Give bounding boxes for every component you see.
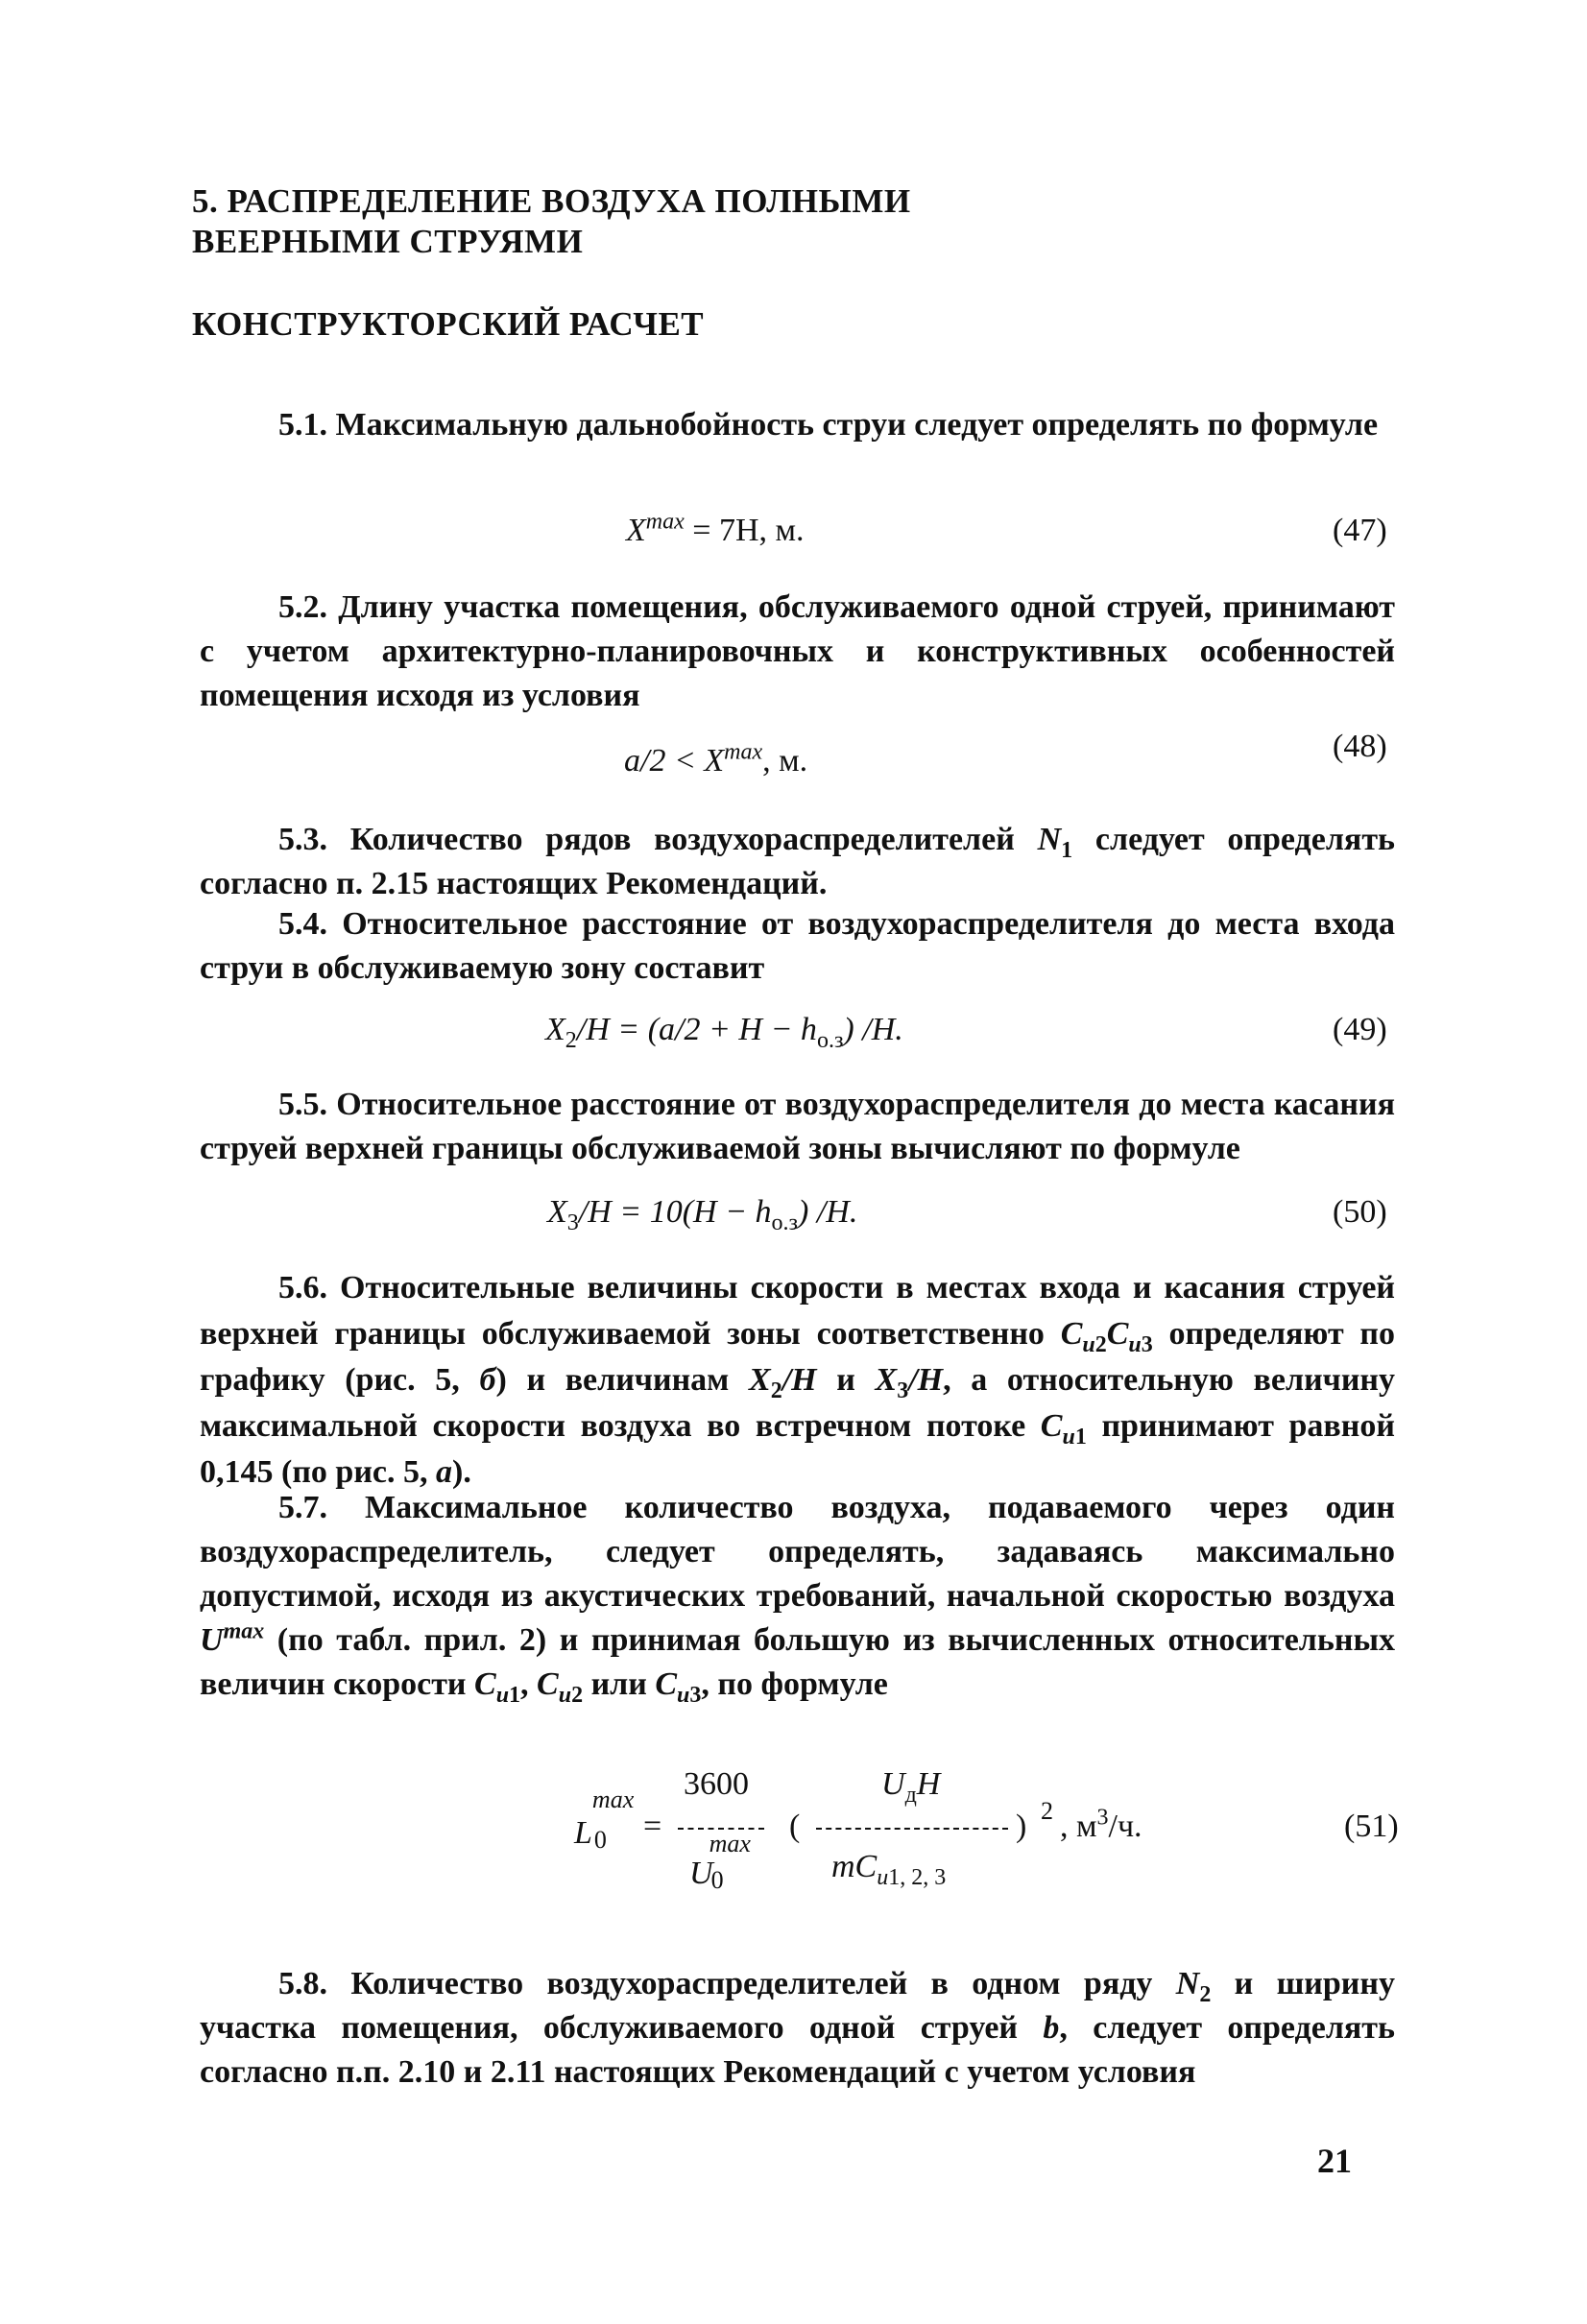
page-number: 21	[1317, 2142, 1352, 2180]
formula-51-den1: U max 0	[689, 1830, 751, 1894]
equation-number-47: (47)	[1333, 513, 1387, 548]
para-number: 5.2.	[278, 589, 327, 625]
paragraph-5-4	[200, 902, 1395, 991]
equation-number-49: (49)	[1333, 1012, 1387, 1047]
paragraph-5-7: 5.7. Максимальное количество воздуха, подаваемого через один воздухораспределитель, следует определять, задаваясь максимально допустимой, исходя из акустических требований, начальной скоростью воздуха $U^{max}$ (по табл. прил. 2) и принимая большую из вычисленных относительных величин скорости $C_{u1}$, $C_{u2}$ или $C_{u3}$, по формуле	[200, 1490, 1395, 1708]
section-title-line2: ВЕЕРНЫМИ СТРУЯМИ	[192, 223, 584, 260]
fraction-bar-2	[816, 1828, 1008, 1830]
formula-51-lparen: (	[789, 1809, 801, 1844]
paragraph-5-1	[200, 403, 1395, 447]
para-text: Длину участка помещения, обслуживаемого одной струей, принимают с учетом архитектурно-планировочных и конструктивных особенностей помещения исходя из условия	[200, 589, 1396, 713]
subsection-title: КОНСТРУКТОРСКИЙ РАСЧЕТ	[192, 305, 705, 343]
formula-47: $X^{max} = 7H$, м.	[626, 509, 805, 548]
para-number: 5.1.	[278, 407, 327, 443]
formula-51-num2: $U_дH$	[881, 1766, 941, 1808]
paragraph-5-5	[200, 1083, 1395, 1171]
formula-51-power: 2	[1041, 1797, 1053, 1825]
paragraph-5-8: 5.8. Количество воздухораспределителей в одном ряду $N_2$ и ширину участка помещения, обслуживаемого одной струей b, следует определять согласно п.п. 2.10 и 2.11 настоящих Рекомендаций с учетом условия	[200, 1966, 1395, 2090]
formula-48: $a/2 < X^{max}$, м.	[624, 739, 808, 779]
para-number: 5.5.	[278, 1087, 327, 1122]
formula-51-unit: , $м^3/ч$.	[1060, 1805, 1142, 1844]
para-text: Относительное расстояние от воздухораспределителя до места входа струи в обслуживаемую зону составит	[200, 906, 1395, 986]
formula-51-den2: $mC_{u1, 2, 3}$	[831, 1849, 947, 1890]
paragraph-5-2	[200, 586, 1395, 718]
para-text: Максимальную дальнобойность струи следует определять по формуле	[335, 407, 1379, 443]
formula-51-lhs: L max 0	[574, 1785, 635, 1854]
formula-51-rparen: )	[1016, 1809, 1027, 1844]
para-number: 5.8.	[278, 1966, 327, 2001]
equation-number-51: (51)	[1344, 1809, 1399, 1844]
equation-number-48: (48)	[1333, 729, 1387, 764]
formula-50: $X_3/H = 10(H - h_{о.з})$ /H.	[547, 1194, 858, 1235]
para-number: 5.7.	[278, 1490, 327, 1525]
para-number: 5.3.	[278, 822, 327, 857]
paragraph-5-6: 5.6. Относительные величины скорости в местах входа и касания струей верхней границы обслуживаемой зоны соответственно $C_{u2}C_{u3}$ определяют по графику (рис. 5, б) и величинам $X_2/H$ и $X_3/H$, а относительную величину максимальной скорости воздуха во встречном потоке $C_{u1}$ принимают равной 0,145 (по рис. 5, а).	[200, 1270, 1396, 1490]
formula-51-equals: =	[643, 1809, 662, 1844]
paragraph-5-3: 5.3. Количество рядов воздухораспределителей $N_1$ следует определять согласно п. 2.15 настоящих Рекомендаций.	[200, 822, 1395, 901]
formula-49: $X_2/H = (a/2 + H - h_{о.з})$ /H.	[545, 1012, 903, 1053]
formula-51-num1: 3600	[684, 1766, 749, 1802]
para-text: Относительное расстояние от воздухораспределителя до места касания струей верхней границы обслуживаемой зоны вычисляют по формуле	[200, 1087, 1396, 1166]
para-number: 5.4.	[278, 906, 327, 942]
section-title-line1: 5. РАСПРЕДЕЛЕНИЕ ВОЗДУХА ПОЛНЫМИ	[192, 182, 911, 220]
equation-number-50: (50)	[1333, 1194, 1387, 1230]
para-number: 5.6.	[278, 1270, 327, 1306]
